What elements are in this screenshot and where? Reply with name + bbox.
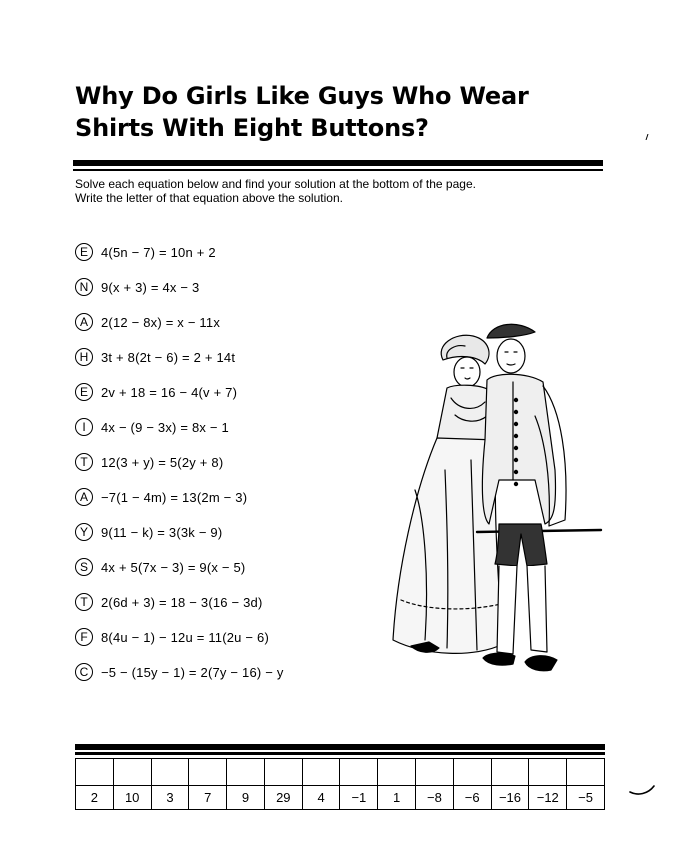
letter-blank-cell[interactable] <box>491 759 529 786</box>
letter-badge: N <box>75 278 93 296</box>
equation-text: −5 − (15y − 1) = 2(7y − 16) − y <box>101 664 284 680</box>
letter-blank-cell[interactable] <box>189 759 227 786</box>
stray-curve-mark <box>628 784 656 796</box>
letter-blank-cell[interactable] <box>416 759 454 786</box>
title-line-2: Shirts With Eight Buttons? <box>75 114 429 142</box>
instructions <box>75 177 595 205</box>
answer-value-cell: 29 <box>264 786 302 810</box>
equation-item <box>75 240 216 264</box>
answer-value-cell: 7 <box>189 786 227 810</box>
letter-badge: A <box>75 488 93 506</box>
letter-badge: A <box>75 313 93 331</box>
title-divider-thick <box>73 160 603 166</box>
letter-badge: F <box>75 628 93 646</box>
answer-value-cell: 4 <box>302 786 340 810</box>
answer-value-cell: 3 <box>151 786 189 810</box>
equation-text: 4x − (9 − 3x) = 8x − 1 <box>101 419 229 435</box>
equation-text: −7(1 − 4m) = 13(2m − 3) <box>101 489 248 505</box>
equation-text: 2(12 − 8x) = x − 11x <box>101 314 221 330</box>
letter-blank-cell[interactable] <box>302 759 340 786</box>
equation-item <box>75 450 223 474</box>
title-line-1: Why Do Girls Like Guys Who Wear <box>75 82 529 110</box>
instructions-line-2: Write the letter of that equation above the solution. <box>75 191 343 205</box>
letter-badge: C <box>75 663 93 681</box>
answer-value-cell: 1 <box>378 786 416 810</box>
instructions-line-1: Solve each equation below and find your solution at the bottom of the page. <box>75 177 476 191</box>
equation-text: 8(4u − 1) − 12u = 11(2u − 6) <box>101 629 269 645</box>
title-divider-thin <box>73 169 603 171</box>
equation-text: 4(5n − 7) = 10n + 2 <box>101 244 216 260</box>
equation-item <box>75 345 235 369</box>
equation-text: 4x + 5(7x − 3) = 9(x − 5) <box>101 559 246 575</box>
equation-item <box>75 555 245 579</box>
equation-item <box>75 310 220 334</box>
answer-divider-thick <box>75 744 605 750</box>
answer-value-cell: −16 <box>491 786 529 810</box>
letter-badge: H <box>75 348 93 366</box>
equation-item <box>75 590 263 614</box>
equation-text: 12(3 + y) = 5(2y + 8) <box>101 454 224 470</box>
answer-letter-row <box>76 759 605 786</box>
letter-badge: E <box>75 383 93 401</box>
letter-blank-cell[interactable] <box>340 759 378 786</box>
letter-badge: S <box>75 558 93 576</box>
answer-value-cell: −5 <box>567 786 605 810</box>
equation-text: 2v + 18 = 16 − 4(v + 7) <box>101 384 238 400</box>
equation-item <box>75 660 284 684</box>
letter-blank-cell[interactable] <box>453 759 491 786</box>
letter-blank-cell[interactable] <box>264 759 302 786</box>
letter-blank-cell[interactable] <box>378 759 416 786</box>
letter-badge: T <box>75 593 93 611</box>
answer-value-cell: 9 <box>227 786 265 810</box>
letter-blank-cell[interactable] <box>151 759 189 786</box>
letter-blank-cell[interactable] <box>529 759 567 786</box>
equation-text: 9(11 − k) = 3(3k − 9) <box>101 524 223 540</box>
equation-item <box>75 380 237 404</box>
equation-item <box>75 485 247 509</box>
letter-badge: E <box>75 243 93 261</box>
equation-item <box>75 520 222 544</box>
equation-text: 3t + 8(2t − 6) = 2 + 14t <box>101 349 236 365</box>
equation-item <box>75 625 269 649</box>
answer-value-cell: 10 <box>113 786 151 810</box>
worksheet-title <box>75 80 595 144</box>
answer-value-cell: −6 <box>453 786 491 810</box>
equation-item <box>75 275 199 299</box>
letter-blank-cell[interactable] <box>76 759 114 786</box>
letter-blank-cell[interactable] <box>113 759 151 786</box>
letter-badge: Y <box>75 523 93 541</box>
answer-value-cell: −8 <box>416 786 454 810</box>
letter-blank-cell[interactable] <box>567 759 605 786</box>
answer-value-cell: −1 <box>340 786 378 810</box>
answer-value-cell: −12 <box>529 786 567 810</box>
answer-divider-medium <box>75 752 605 755</box>
answer-table <box>75 758 605 810</box>
letter-badge: T <box>75 453 93 471</box>
answer-value-row <box>76 786 605 810</box>
stray-mark <box>645 134 649 140</box>
answer-value-cell: 2 <box>76 786 114 810</box>
couple-illustration <box>385 320 605 700</box>
equation-text: 9(x + 3) = 4x − 3 <box>101 279 200 295</box>
equation-item <box>75 415 229 439</box>
equation-text: 2(6d + 3) = 18 − 3(16 − 3d) <box>101 594 263 610</box>
letter-blank-cell[interactable] <box>227 759 265 786</box>
letter-badge: I <box>75 418 93 436</box>
